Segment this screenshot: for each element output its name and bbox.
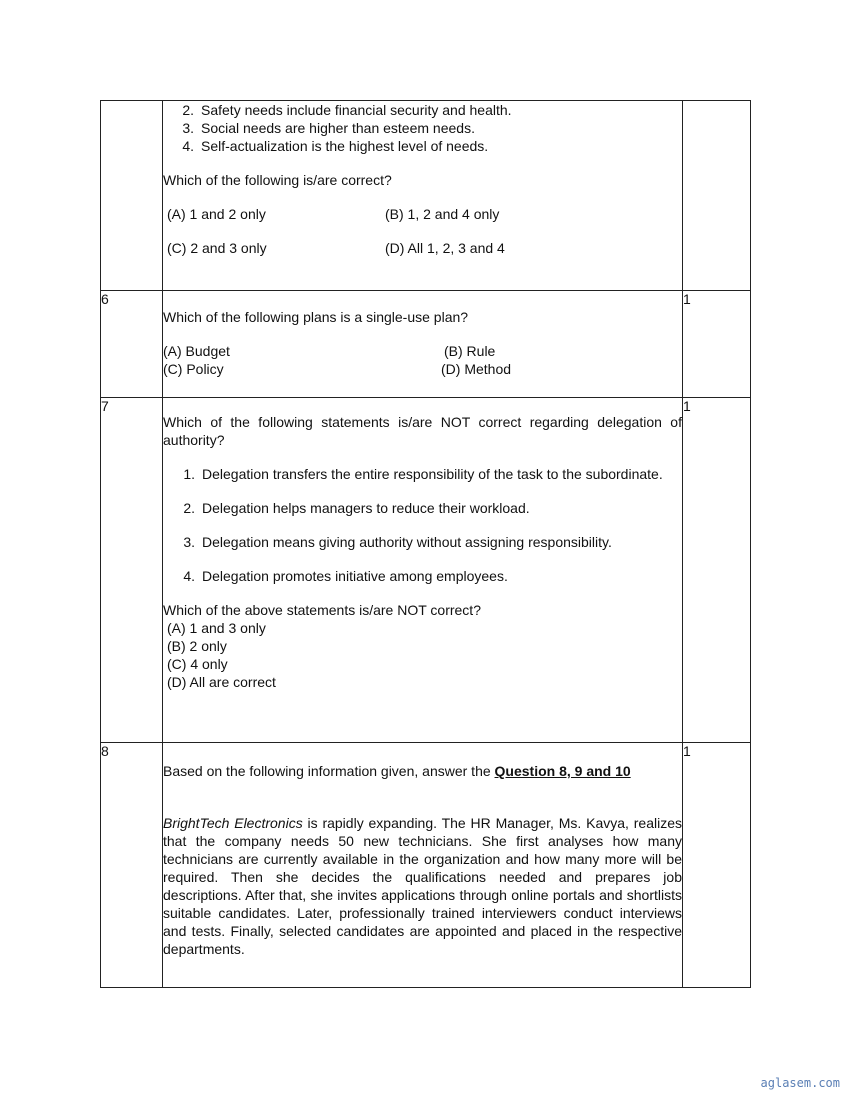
question-row-8 xyxy=(101,743,751,988)
option-b: (B) 2 only xyxy=(167,638,227,654)
case-intro: Based on the following information given, answer the Question 8, 9 and 10 xyxy=(163,763,631,779)
option-a: (A) 1 and 3 only xyxy=(167,620,266,636)
list-item: 4. Self-actualization is the highest level of needs. xyxy=(182,138,489,154)
options-grid xyxy=(163,342,682,378)
question-text: Which of the following statements is/are NOT correct regarding delegation of authority? xyxy=(163,414,682,448)
question-body xyxy=(163,398,683,743)
company-name: BrightTech Electronics xyxy=(163,815,303,831)
option-d: (D) Method xyxy=(441,361,512,377)
question-table xyxy=(100,100,751,988)
option-a: (A) 1 and 2 only xyxy=(167,206,266,222)
statement-list xyxy=(163,101,682,155)
list-item: 2. Safety needs include financial security and health. xyxy=(182,102,512,118)
question-body xyxy=(163,101,683,291)
option-c: (C) Policy xyxy=(163,361,224,377)
question-text: Which of the following plans is a single-use plan? xyxy=(163,309,469,325)
option-d: (D) All 1, 2, 3 and 4 xyxy=(385,240,505,256)
question-reference: Question 8, 9 and 10 xyxy=(494,763,631,779)
followup-question: Which of the above statements is/are NOT correct? xyxy=(163,602,481,618)
list-item: 3. Delegation means giving authority without assigning responsibility. xyxy=(183,534,612,550)
case-passage: BrightTech Electronics is rapidly expanding. The HR Manager, Ms. Kavya, realizes that the company needs 50 new technicians. She first analyses how many technicians are currently available in the organization and how many more will be required. Then she decides the qualifications needed and prepares job descriptions. After that, she invites applications through online portals and shortlists suitable candidates. Later, professionally trained interviewers conduct interviews and tests. Finally, selected candidates are appointed and placed in the respective departments. xyxy=(163,815,682,957)
question-number: 8 xyxy=(101,743,163,988)
statement-list xyxy=(163,465,682,585)
marks: 1 xyxy=(683,398,751,743)
list-item: 2. Delegation helps managers to reduce their workload. xyxy=(183,500,530,516)
question-text: Which of the following is/are correct? xyxy=(163,172,392,188)
question-body xyxy=(163,291,683,398)
question-number: 7 xyxy=(101,398,163,743)
marks-cell xyxy=(683,101,751,291)
watermark: aglasem.com xyxy=(760,1076,840,1090)
option-b: (B) Rule xyxy=(444,343,496,359)
list-item: 3. Social needs are higher than esteem needs. xyxy=(182,120,475,136)
question-number: 6 xyxy=(101,291,163,398)
options-grid xyxy=(163,205,682,257)
option-a: (A) Budget xyxy=(163,343,230,359)
question-body xyxy=(163,743,683,988)
question-row-6 xyxy=(101,291,751,398)
option-b: (B) 1, 2 and 4 only xyxy=(385,206,500,222)
option-d: (D) All are correct xyxy=(167,674,276,690)
marks: 1 xyxy=(683,743,751,988)
question-row-5 xyxy=(101,101,751,291)
option-c: (C) 2 and 3 only xyxy=(167,240,267,256)
question-number-cell xyxy=(101,101,163,291)
marks: 1 xyxy=(683,291,751,398)
list-item: 1. Delegation transfers the entire responsibility of the task to the subordinate. xyxy=(183,466,663,482)
option-c: (C) 4 only xyxy=(167,656,228,672)
list-item: 4. Delegation promotes initiative among employees. xyxy=(183,568,508,584)
question-row-7 xyxy=(101,398,751,743)
